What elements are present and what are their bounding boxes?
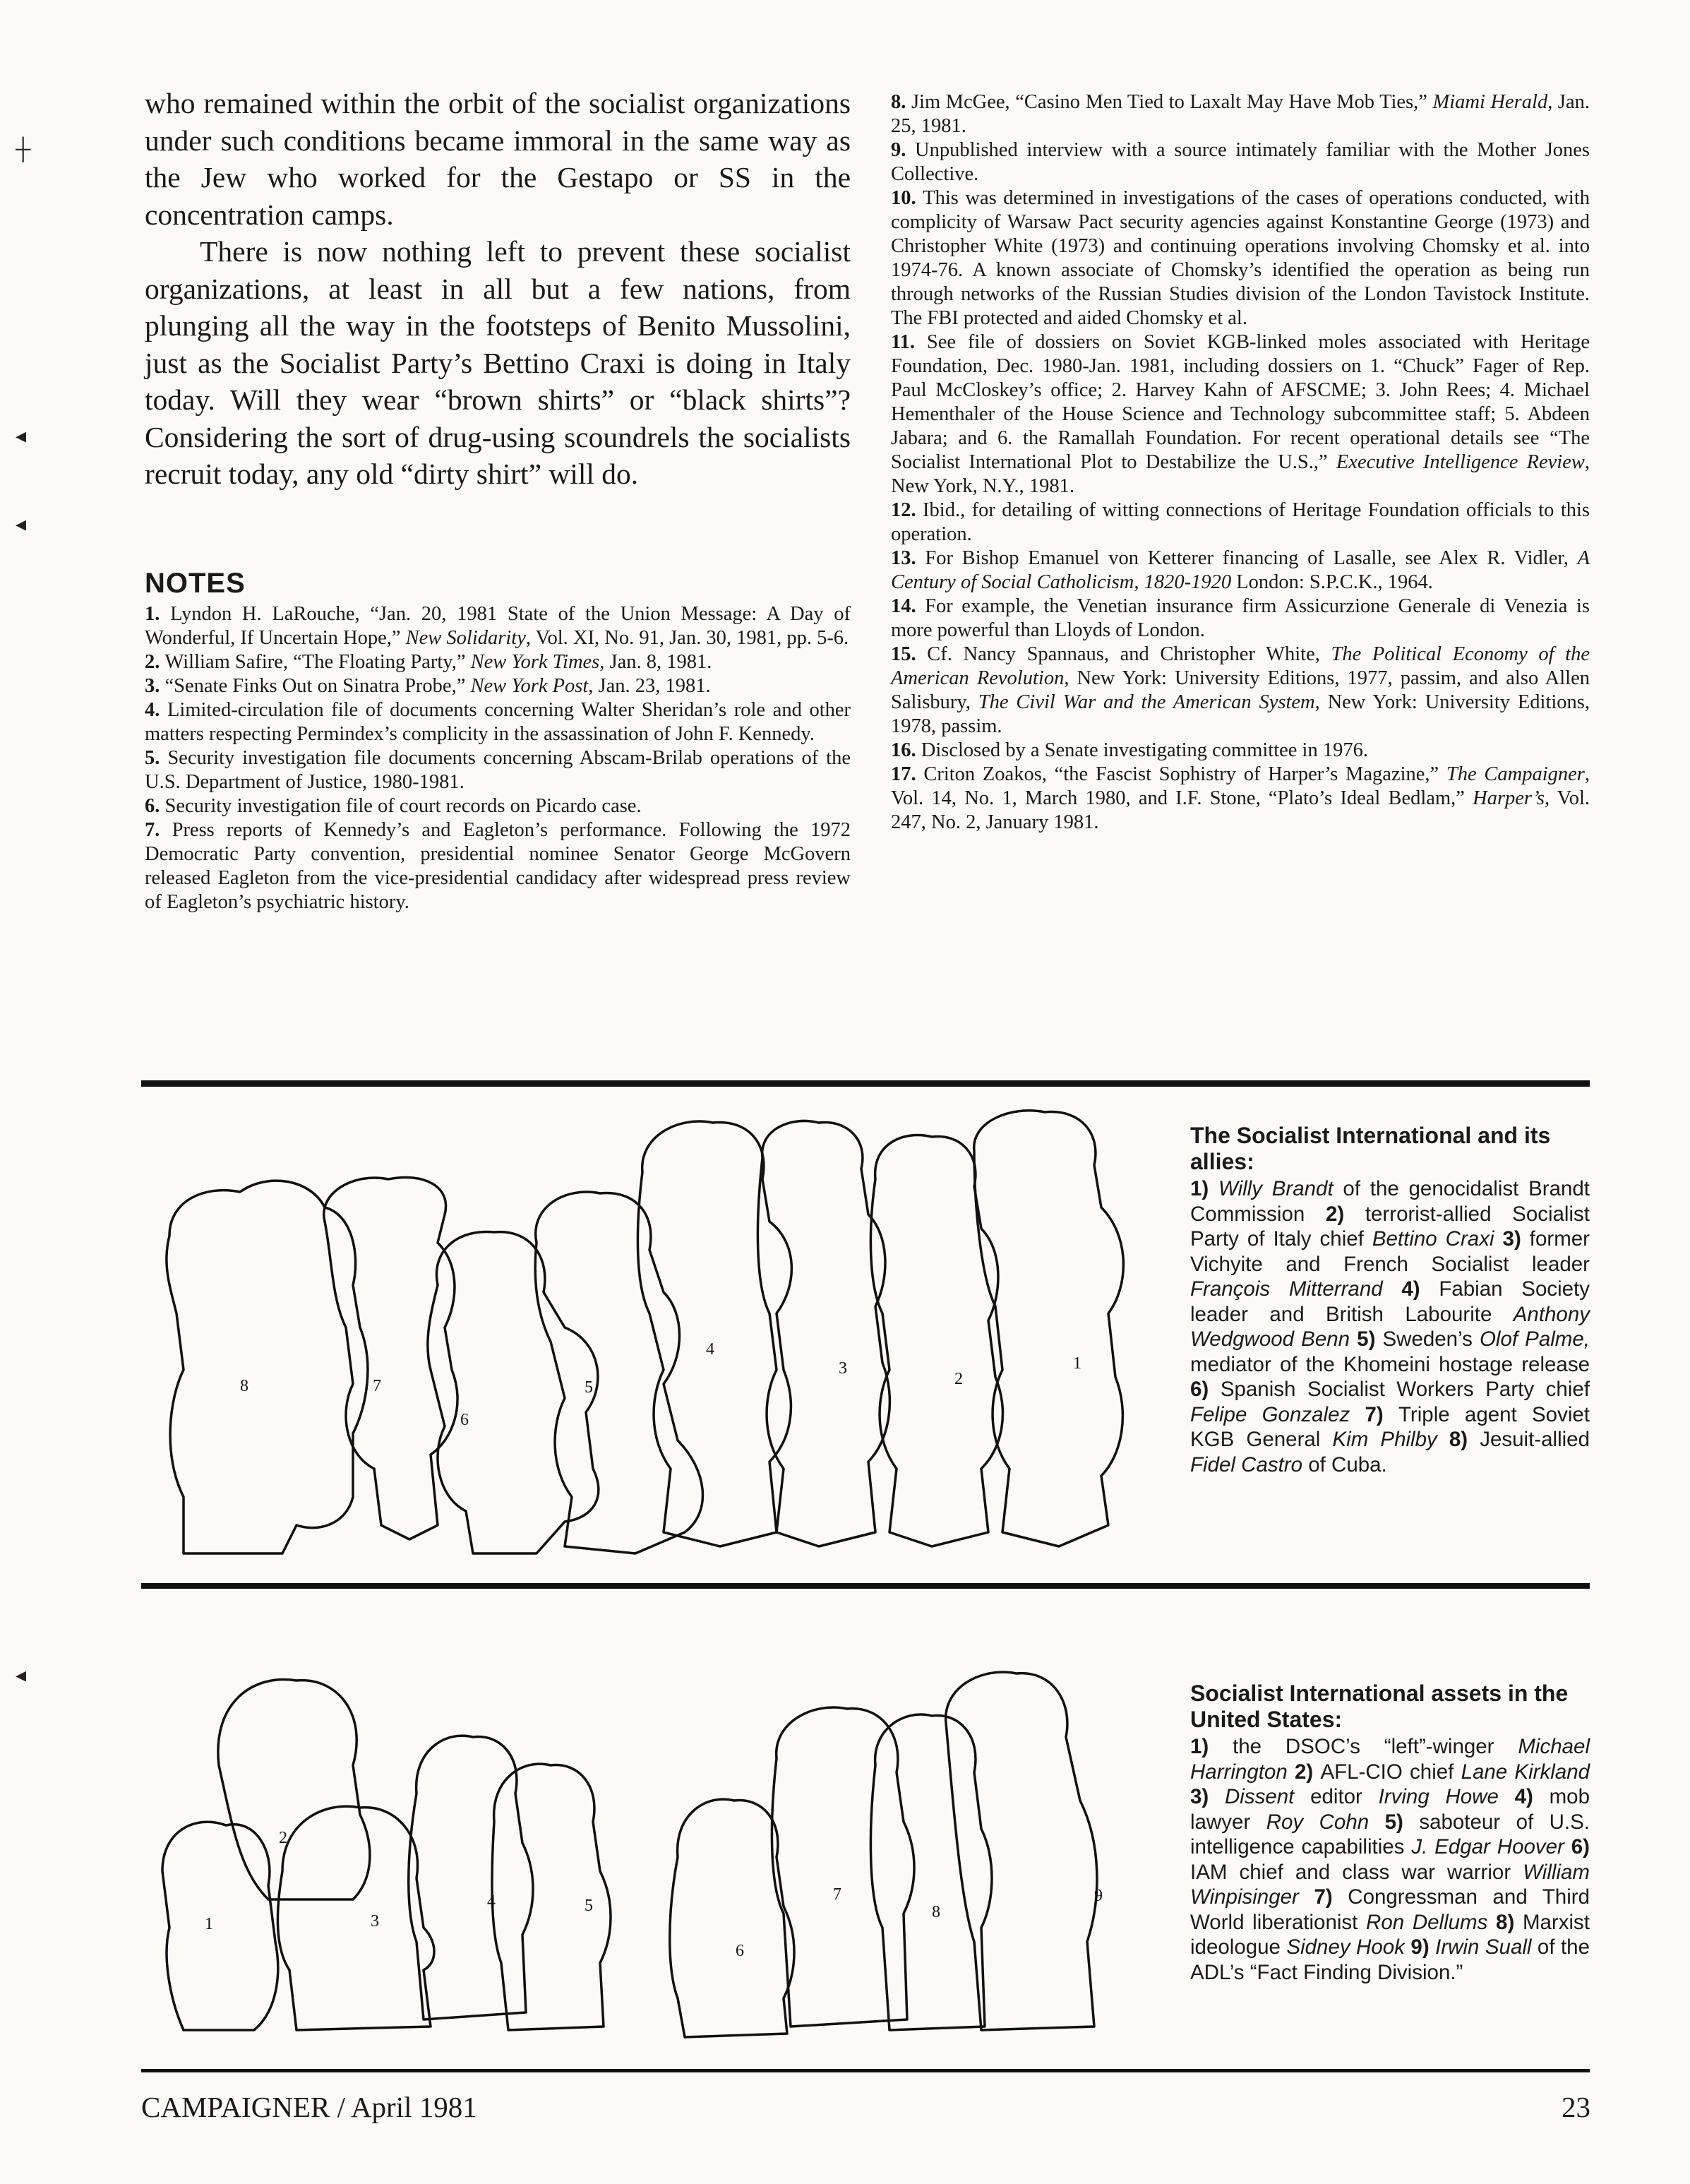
text-run: saboteur of U.S. intelligence capabilities (1190, 1810, 1590, 1858)
note-item (145, 794, 851, 818)
text-run: Press reports of Kennedy’s and Eagleton’s performance. Following the 1972 Democratic Party convention, presidential nominee Senator George McGovern released Eagleton from the vice-presidential candidacy after widespread press review of Eagleton’s psychiatric history. (145, 818, 851, 913)
item-number: 4) (1514, 1785, 1550, 1808)
figure2-number: 3 (371, 1912, 379, 1931)
italic-text: The Political Economy of the American Revolution (891, 643, 1590, 689)
text-run: Sweden’s (1382, 1327, 1480, 1351)
note-number: 10. (891, 187, 923, 209)
figure2-number: 5 (585, 1897, 593, 1915)
footer-publication: CAMPAIGNER / April 1981 (141, 2091, 477, 2123)
italic-text: New Solidarity (405, 626, 526, 649)
item-number: 6) (1571, 1835, 1590, 1858)
note-item (891, 186, 1590, 330)
figure2-number: 7 (833, 1885, 841, 1904)
text-run: This was determined in investigations of the cases of operations conducted, with complicity of Warsaw Pact security agencies against Konstantine George (1973) and Christopher White (1973) and continuing operations involving Chomsky et al. into 1974-76. A known associate of Chomsky’s identified the operation as being run through networks of the Russian Studies division of the London Tavistock Institute. The FBI protected and aided Chomsky et al. (891, 187, 1590, 329)
item-number: 7) (1365, 1402, 1398, 1426)
note-number: 7. (145, 818, 172, 841)
note-item (145, 818, 851, 914)
italic-text: Roy Cohn (1266, 1810, 1370, 1834)
text-run: Cf. Nancy Spannaus, and Christopher White, (927, 643, 1331, 665)
figure2-number: 4 (487, 1892, 496, 1911)
note-item (891, 90, 1590, 138)
right-column (891, 90, 1590, 835)
text-run: Congressman and Third World liberationist (1190, 1885, 1590, 1934)
item-number: 7) (1314, 1885, 1348, 1909)
figure2-caption (1190, 1681, 1590, 1985)
silhouette-8 (167, 1181, 368, 1553)
figure1-number: 3 (839, 1359, 847, 1378)
page-number: 23 (1562, 2091, 1590, 2123)
figure1-number: 6 (460, 1411, 469, 1429)
figure1-number: 8 (240, 1377, 248, 1395)
note-number: 1. (145, 602, 171, 625)
italic-text: Kim Philby (1332, 1428, 1437, 1451)
footer-rule (141, 2069, 1590, 2072)
notes-list-right (891, 90, 1590, 835)
text-run: former Vichyite and French Socialist leader (1190, 1227, 1590, 1276)
item-number: 2) (1325, 1202, 1365, 1226)
silhouette-5 (535, 1192, 702, 1553)
item-number: 1) (1190, 1735, 1233, 1758)
note-number: 9. (891, 139, 916, 161)
margin-mark: ◂ (16, 424, 27, 448)
text-run: Limited-circulation file of documents concerning Walter Sheridan’s role and other matters respecting Permindex’s complicity in the assassination of John F. Kennedy. (145, 698, 851, 745)
note-number: 11. (891, 331, 927, 353)
text-run: “Senate Finks Out on Sinatra Probe,” (164, 674, 471, 697)
item-number: 1) (1190, 1177, 1218, 1200)
text-run: Jim McGee, “Casino Men Tied to Laxalt May Have Mob Ties,” (911, 91, 1433, 113)
left-column (145, 85, 851, 914)
figure1-number: 1 (1073, 1354, 1081, 1373)
text-run (1499, 1785, 1515, 1808)
text-run: , Vol. 14, No. 1, March 1980, and I.F. Stone, “Plato’s Ideal Bedlam,” (891, 763, 1590, 809)
margin-mark: ┼ (16, 138, 31, 161)
note-item (891, 330, 1590, 499)
italic-text: The Campaigner (1446, 763, 1585, 785)
text-run (1350, 1327, 1357, 1351)
silhouette-2 (218, 1680, 370, 1900)
text-run: , New York: University Editions, 1977, passim, and also Allen Salisbury, (891, 667, 1590, 713)
figure1-caption (1190, 1123, 1590, 1477)
text-run: mediator of the Khomeini hostage release (1190, 1352, 1590, 1376)
figure2-number: 6 (736, 1942, 744, 1960)
text-run (1487, 1911, 1496, 1934)
figure2-number: 9 (1094, 1887, 1103, 1905)
silhouette-4 (409, 1736, 533, 2019)
silhouette-7 (772, 1707, 914, 2027)
figure2-number: 2 (279, 1829, 287, 1847)
silhouette-1 (162, 1822, 278, 2030)
italic-text: J. Edgar Hoover (1411, 1835, 1564, 1858)
italic-text: Bettino Craxi (1372, 1227, 1494, 1251)
text-run: mob lawyer (1190, 1785, 1590, 1834)
italic-text: The Civil War and the American System (978, 691, 1315, 713)
text-run: terrorist-allied Socialist Party of Italy chief (1190, 1202, 1590, 1251)
margin-mark: ◂ (16, 1664, 27, 1687)
text-run: Lyndon H. LaRouche, “Jan. 20, 1981 State of the Union Message: A Day of Wonderful, If Uncertain Hope,” (145, 602, 851, 649)
italic-text: Harper’s (1473, 787, 1545, 809)
text-run: the DSOC’s “left”-winger (1233, 1735, 1518, 1758)
note-number: 13. (891, 547, 925, 569)
note-item (891, 138, 1590, 186)
item-number: 3) (1502, 1227, 1530, 1251)
figure1-silhouettes (141, 1102, 1151, 1575)
italic-text: New York Post (470, 674, 589, 697)
text-run: of the ADL’s “Fact Finding Division.” (1190, 1935, 1590, 1984)
note-item (891, 739, 1590, 763)
figure1-number: 5 (585, 1378, 593, 1397)
italic-text: Felipe Gonzalez (1190, 1402, 1350, 1426)
italic-text: François Mitterrand (1190, 1277, 1383, 1301)
text-run: Criton Zoakos, “the Fascist Sophistry of Harper’s Magazine,” (923, 763, 1446, 785)
figure2-caption-body (1190, 1734, 1590, 1985)
figure1-caption-title: The Socialist International and its allies: (1190, 1123, 1551, 1174)
notes-heading: NOTES (145, 567, 246, 599)
note-number: 14. (891, 595, 925, 617)
italic-text: Fidel Castro (1190, 1452, 1303, 1476)
text-run: editor (1294, 1785, 1379, 1808)
figure1-number: 4 (706, 1340, 714, 1359)
note-number: 15. (891, 643, 928, 665)
text-run (1369, 1810, 1384, 1834)
text-run (1437, 1428, 1449, 1451)
silhouette-8 (870, 1714, 992, 2030)
figure2-illustration (141, 1645, 1151, 2048)
figure1-bottom-rule (141, 1583, 1590, 1589)
item-number: 8) (1496, 1910, 1523, 1934)
note-item (891, 547, 1590, 595)
italic-text: Dissent (1224, 1785, 1295, 1808)
text-run (1383, 1277, 1402, 1301)
italic-text: Sidney Hook (1286, 1935, 1405, 1959)
body-paragraph-2: There is now nothing left to prevent these socialist organizations, at least in all but a few nations, from plunging all the way in the footsteps of Benito Mussolini, just as the Socialist Party’s Bettino Craxi is doing in Italy today. Will they wear “brown shirts” or “black shirts”? Considering the sort of drug-using scoundrels the socialists recruit today, any old “dirty shirt” will do. (145, 235, 851, 490)
italic-text: Ron Dellums (1366, 1910, 1488, 1934)
note-item (891, 763, 1590, 835)
text-run: For example, the Venetian insurance firm Assicurzione Generale di Venezia is more powerful than Lloyds of London. (891, 595, 1590, 641)
italic-text: Miami Herald (1432, 91, 1548, 113)
figure2-number: 1 (205, 1915, 213, 1933)
note-number: 4. (145, 698, 167, 721)
italic-text: Irwin Suall (1435, 1935, 1532, 1959)
item-number: 8) (1449, 1428, 1480, 1451)
italic-text: A Century of Social Catholicism, 1820-1920 (891, 547, 1590, 593)
notes-list-left (145, 602, 851, 914)
note-item (891, 595, 1590, 643)
item-number: 4) (1401, 1277, 1439, 1301)
text-run: See file of dossiers on Soviet KGB-linked moles associated with Heritage Foundation, Dec. 1980-Jan. 1981, including dossiers on 1. “Chuck” Fager of Rep. Paul McCloskey’s office; 2. Harvey Kahn of AFSCME; 3. John Rees; 4. Michael Hementhaler of the House Science and Technology subcommittee staff; 5. Abdeen Jabara; and 6. the Ramallah Foundation. For recent operational details see “The Socialist International Plot to Destabilize the U.S.,” (891, 331, 1590, 473)
note-number: 17. (891, 763, 924, 785)
italic-text: Executive Intelligence Review (1336, 451, 1585, 473)
note-item (145, 698, 851, 746)
text-run: IAM chief and class war warrior (1190, 1860, 1523, 1884)
silhouette-4 (637, 1121, 791, 1546)
text-run: London: S.P.C.K., 1964. (1231, 571, 1433, 593)
margin-mark: ◂ (16, 513, 27, 536)
note-item (891, 643, 1590, 739)
text-run: Triple agent Soviet KGB General (1190, 1402, 1590, 1451)
note-number: 2. (145, 650, 165, 673)
figure1-number: 7 (373, 1377, 381, 1395)
note-number: 8. (891, 91, 911, 113)
note-item (145, 650, 851, 674)
figure2-caption-title: Socialist International assets in the United States: (1190, 1681, 1569, 1732)
italic-text: Anthony Wedgwood Benn (1190, 1302, 1590, 1351)
item-number: 3) (1190, 1785, 1225, 1808)
text-run: Ibid., for detailing of witting connections of Heritage Foundation officials to this operation. (891, 499, 1590, 545)
italic-text: Olof Palme, (1479, 1327, 1590, 1351)
note-item (145, 674, 851, 698)
italic-text: Michael Harrington (1190, 1735, 1590, 1784)
silhouette-7 (324, 1177, 457, 1539)
figure2-number: 8 (932, 1903, 940, 1921)
text-run: of Cuba. (1302, 1452, 1387, 1476)
text-run: Disclosed by a Senate investigating committee in 1976. (921, 739, 1368, 761)
text-run: , Jan. 23, 1981. (588, 674, 711, 697)
silhouette-6 (670, 1799, 794, 2037)
text-run: Spanish Socialist Workers Party chief (1220, 1378, 1590, 1401)
body-paragraph-1: who remained within the orbit of the socialist organizations under such conditions became immoral in the same way as the Jew who worked for the Gestapo or SS in the concentration camps. (145, 87, 851, 231)
text-run: , New York: University Editions, 1978, passim. (891, 691, 1590, 737)
text-run: For Bishop Emanuel von Ketterer financing of Lasalle, see Alex R. Vidler, (925, 547, 1578, 569)
text-run: , Jan. 25, 1981. (891, 91, 1590, 137)
italic-text: Willy Brandt (1218, 1177, 1334, 1200)
text-run: Marxist ideologue (1190, 1910, 1590, 1959)
figure1-top-rule (141, 1080, 1590, 1087)
text-run: , Vol. XI, No. 91, Jan. 30, 1981, pp. 5-6. (525, 626, 849, 649)
text-run: of the genocidalist Brandt Commission (1190, 1177, 1590, 1226)
item-number: 6) (1190, 1378, 1221, 1401)
text-run: , Jan. 8, 1981. (599, 650, 712, 673)
text-run: AFL-CIO chief (1320, 1760, 1461, 1784)
silhouette-2 (870, 1135, 1002, 1547)
note-number: 5. (145, 746, 168, 769)
note-item (891, 499, 1590, 547)
item-number: 5) (1357, 1327, 1383, 1351)
text-run (1564, 1835, 1571, 1858)
item-number: 5) (1384, 1810, 1420, 1834)
text-run (1350, 1403, 1365, 1426)
note-number: 6. (145, 794, 165, 817)
text-run: Jesuit-allied (1480, 1428, 1590, 1451)
text-run: Security investigation file of court records on Picardo case. (164, 794, 642, 817)
text-run: Unpublished interview with a source intimately familiar with the Mother Jones Collective. (891, 139, 1590, 185)
note-number: 16. (891, 739, 921, 761)
silhouette-9 (946, 1672, 1097, 2030)
figure2-silhouettes (141, 1645, 1151, 2048)
silhouette-3 (757, 1121, 889, 1546)
note-item (145, 602, 851, 650)
italic-text: New York Times (470, 650, 600, 673)
italic-text: Lane Kirkland (1461, 1760, 1590, 1784)
text-run: Security investigation file documents concerning Abscam-Brilab operations of the U.S. Department of Justice, 1980-1981. (145, 746, 851, 793)
note-number: 12. (891, 499, 923, 521)
text-run: , New York, N.Y., 1981. (891, 451, 1590, 497)
figure1-illustration (141, 1102, 1151, 1575)
text-run: , Vol. 247, No. 2, January 1981. (891, 787, 1590, 833)
note-item (145, 746, 851, 794)
figure1-caption-body (1190, 1176, 1590, 1477)
italic-text: Irving Howe (1378, 1785, 1499, 1808)
italic-text: William Winpisinger (1190, 1860, 1590, 1909)
item-number: 2) (1294, 1760, 1321, 1784)
text-run: William Safire, “The Floating Party,” (164, 650, 471, 673)
item-number: 9) (1410, 1935, 1436, 1959)
text-run (1494, 1227, 1503, 1251)
figure1-number: 2 (954, 1370, 963, 1388)
text-run: Fabian Society leader and British Labourite (1190, 1277, 1590, 1326)
note-number: 3. (145, 674, 165, 697)
silhouette-1 (974, 1111, 1124, 1546)
text-run (1288, 1760, 1295, 1784)
text-run (1299, 1885, 1314, 1909)
